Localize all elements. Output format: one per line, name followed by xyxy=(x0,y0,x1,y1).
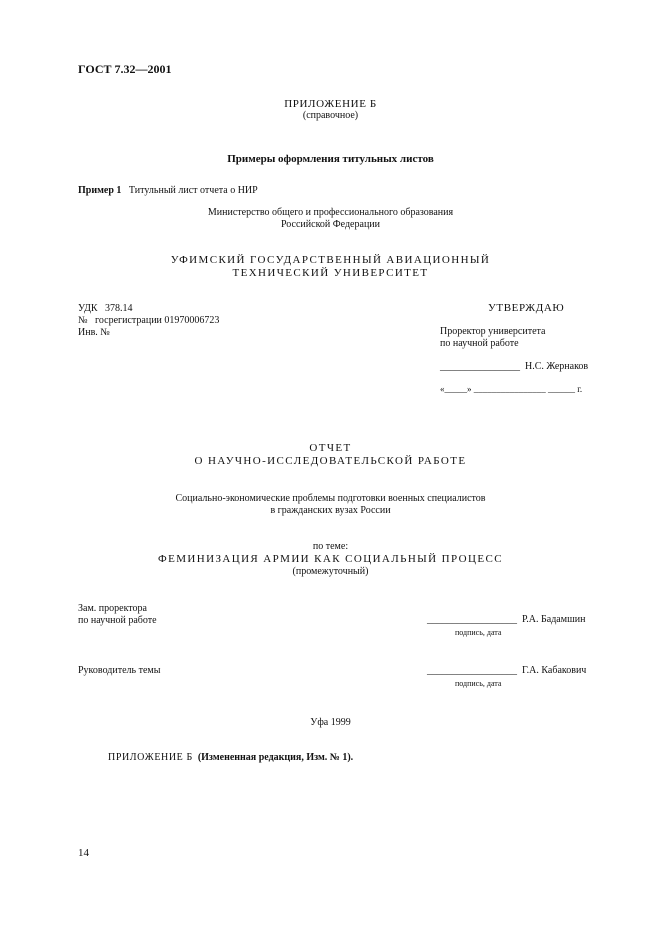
example-line xyxy=(78,185,258,196)
program-block xyxy=(0,493,661,517)
topic-stage: (промежуточный) xyxy=(292,566,369,577)
standard-number: ГОСТ 7.32—2001 xyxy=(78,62,172,76)
report-title-line-1: ОТЧЕТ xyxy=(309,442,352,454)
udk-line: УДК 378.14 xyxy=(78,303,133,314)
approval-position-line-2: по научной работе xyxy=(440,338,519,349)
signer-role-1-line-1: Зам. проректора xyxy=(78,603,147,614)
city-year: Уфа 1999 xyxy=(310,717,351,728)
signer-1-caption: подпись, дата xyxy=(455,628,502,637)
appendix-type: (справочное) xyxy=(302,110,359,121)
inventory-line: Инв. № xyxy=(78,327,110,338)
signer-1-signature: __________________ Р.А. Бадамшин xyxy=(427,614,586,625)
approval-position xyxy=(440,326,545,350)
university-block xyxy=(0,254,661,280)
program-line-2: в гражданских вузах России xyxy=(270,505,391,516)
ministry-block xyxy=(0,207,661,231)
signer-role-1 xyxy=(78,603,157,627)
approval-position-line-1: Проректор университета xyxy=(440,326,546,337)
signer-2-signature: __________________ Г.А. Кабакович xyxy=(427,665,587,676)
approval-date: «_____» ________________ ______ г. xyxy=(440,384,583,394)
registry-block xyxy=(78,303,219,339)
ministry-line-1: Министерство общего и профессионального образования xyxy=(207,207,454,218)
example-label: Пример 1 xyxy=(78,185,122,196)
amendment-text: (Измененная редакция, Изм. № 1). xyxy=(197,752,354,763)
example-text: Титульный лист отчета о НИР xyxy=(128,185,258,196)
signer-role-2: Руководитель темы xyxy=(78,665,161,676)
ministry-line-2: Российской Федерации xyxy=(280,219,380,230)
amendment-note xyxy=(108,752,353,763)
approval-title: УТВЕРЖДАЮ xyxy=(488,302,565,314)
amendment-label: ПРИЛОЖЕНИЕ Б xyxy=(108,752,193,763)
program-line-1: Социально-экономические проблемы подготовки военных специалистов xyxy=(175,493,486,504)
page-number: 14 xyxy=(78,847,89,859)
approval-signature: ________________ Н.С. Жернаков xyxy=(440,361,589,372)
university-line-2: ТЕХНИЧЕСКИЙ УНИВЕРСИТЕТ xyxy=(232,267,429,279)
registration-line: № госрегистрации 01970006723 xyxy=(78,315,220,326)
signer-role-1-line-2: по научной работе xyxy=(78,615,157,626)
topic-title: ФЕМИНИЗАЦИЯ АРМИИ КАК СОЦИАЛЬНЫЙ ПРОЦЕСС xyxy=(158,553,503,565)
appendix-title: ПРИЛОЖЕНИЕ Б xyxy=(284,98,377,110)
university-line-1: УФИМСКИЙ ГОСУДАРСТВЕННЫЙ АВИАЦИОННЫЙ xyxy=(170,254,491,266)
signer-2-caption: подпись, дата xyxy=(455,679,502,688)
report-title-line-2: О НАУЧНО-ИССЛЕДОВАТЕЛЬСКОЙ РАБОТЕ xyxy=(194,455,467,467)
report-title-block xyxy=(0,442,661,468)
section-title: Примеры оформления титульных листов xyxy=(227,153,434,165)
topic-prefix: по теме: xyxy=(312,541,349,552)
